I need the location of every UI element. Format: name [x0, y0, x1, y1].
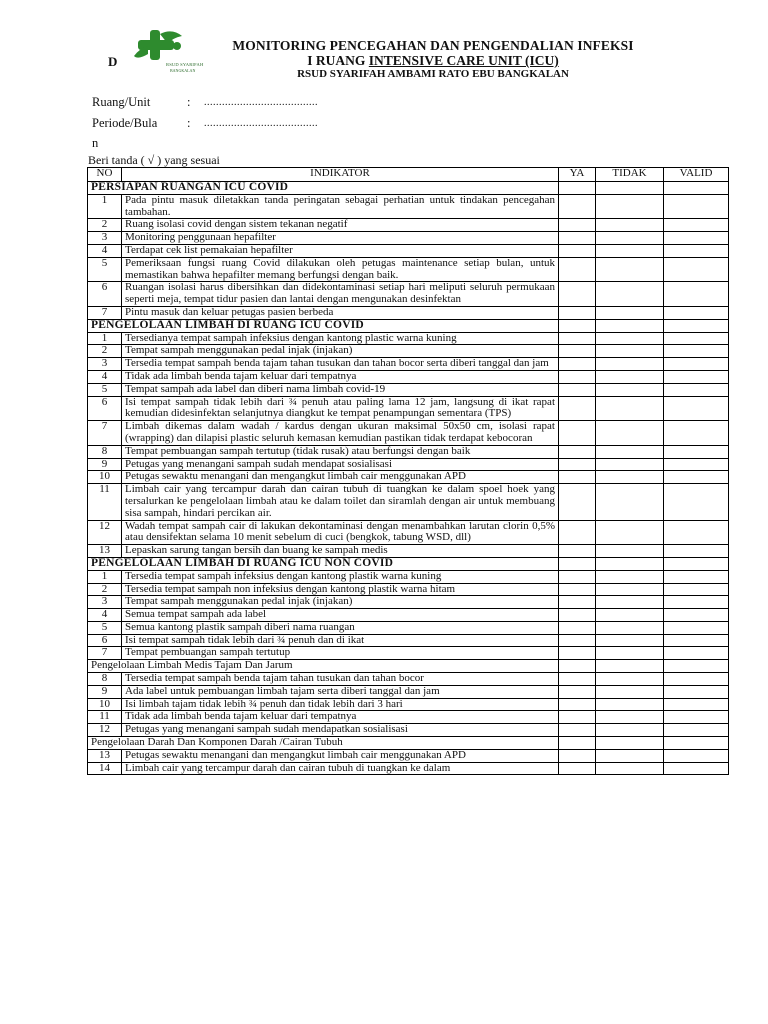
empty-cell: [596, 319, 664, 332]
indicator-text: Limbah dikemas dalam wadah / kardus dengan ukuran maksimal 50x50 cm, isolasi rapat (wrapping) dan dilapisi plastic seluruh kemasan kemudian pastikan tidak terdapat kebocoran: [122, 421, 559, 446]
table-body: [88, 182, 729, 775]
document-subtitle: [218, 53, 648, 69]
row-number: 10: [88, 471, 122, 484]
ya-checkbox-cell[interactable]: [559, 634, 596, 647]
tidak-checkbox-cell[interactable]: [596, 484, 664, 520]
unit-value-blank[interactable]: ......................................: [204, 97, 318, 108]
tidak-checkbox-cell[interactable]: [596, 257, 664, 282]
tidak-checkbox-cell[interactable]: [596, 458, 664, 471]
valid-checkbox-cell[interactable]: [664, 673, 729, 686]
table-row: [88, 673, 729, 686]
logo-caption-2: BANGKALAN: [170, 68, 196, 73]
empty-cell: [596, 737, 664, 750]
header-ya: YA: [559, 168, 596, 182]
indicator-text: Ada label untuk pembuangan limbah tajam serta diberi tanggal dan jam: [122, 685, 559, 698]
ya-checkbox-cell[interactable]: [559, 282, 596, 307]
table-row: [88, 445, 729, 458]
ya-checkbox-cell[interactable]: [559, 749, 596, 762]
tidak-checkbox-cell[interactable]: [596, 244, 664, 257]
unit-colon: :: [187, 95, 191, 109]
valid-checkbox-cell[interactable]: [664, 647, 729, 660]
valid-checkbox-cell[interactable]: [664, 421, 729, 446]
empty-cell: [596, 557, 664, 570]
valid-checkbox-cell[interactable]: [664, 520, 729, 545]
table-row: [88, 724, 729, 737]
indicator-text: Terdapat cek list pemakaian hepafilter: [122, 244, 559, 257]
indicator-text: Tidak ada limbah benda tajam keluar dari tempatnya: [122, 711, 559, 724]
valid-checkbox-cell[interactable]: [664, 445, 729, 458]
indicator-text: Isi limbah tajam tidak lebih ¾ penuh dan tidak lebih dari 3 hari: [122, 698, 559, 711]
indicator-text: Wadah tempat sampah cair di lakukan dekontaminasi dengan menambahkan larutan clorin 0,5% atau densifektan selama 10 menit sebelum di cuci (bengkok, tabung WSD, dll): [122, 520, 559, 545]
ya-checkbox-cell[interactable]: [559, 219, 596, 232]
tidak-checkbox-cell[interactable]: [596, 609, 664, 622]
instruction-text: Beri tanda ( √ ) yang sesuai: [88, 153, 220, 167]
tidak-checkbox-cell[interactable]: [596, 545, 664, 558]
indicator-text: Semua kantong plastik sampah diberi nama ruangan: [122, 621, 559, 634]
header-tidak: TIDAK: [596, 168, 664, 182]
indicator-text: Isi tempat sampah tidak lebih dari ¾ penuh dan di ikat: [122, 634, 559, 647]
indicator-text: Tidak ada limbah benda tajam keluar dari tempatnya: [122, 370, 559, 383]
valid-checkbox-cell[interactable]: [664, 396, 729, 421]
indicator-text: Tempat pembuangan sampah tertutup (tidak rusak) atau berfungsi dengan baik: [122, 445, 559, 458]
ya-checkbox-cell[interactable]: [559, 370, 596, 383]
tidak-checkbox-cell[interactable]: [596, 596, 664, 609]
valid-checkbox-cell[interactable]: [664, 345, 729, 358]
empty-cell: [664, 182, 729, 195]
tidak-checkbox-cell[interactable]: [596, 345, 664, 358]
indicator-text: Petugas yang menangani sampah sudah mendapatkan sosialisasi: [122, 724, 559, 737]
period-value-blank[interactable]: ......................................: [204, 118, 318, 129]
section-heading: PENGELOLAAN LIMBAH DI RUANG ICU COVID: [88, 319, 559, 332]
table-row: [88, 621, 729, 634]
ya-checkbox-cell[interactable]: [559, 445, 596, 458]
ya-checkbox-cell[interactable]: [559, 484, 596, 520]
table-row: [88, 484, 729, 520]
row-number: 7: [88, 647, 122, 660]
ya-checkbox-cell[interactable]: [559, 647, 596, 660]
tidak-checkbox-cell[interactable]: [596, 762, 664, 775]
tidak-checkbox-cell[interactable]: [596, 749, 664, 762]
row-number: 7: [88, 306, 122, 319]
ya-checkbox-cell[interactable]: [559, 724, 596, 737]
empty-cell: [664, 737, 729, 750]
tidak-checkbox-cell[interactable]: [596, 685, 664, 698]
valid-checkbox-cell[interactable]: [664, 358, 729, 371]
row-number: 12: [88, 520, 122, 545]
logo-letter: D: [108, 54, 118, 69]
ya-checkbox-cell[interactable]: [559, 520, 596, 545]
row-number: 9: [88, 685, 122, 698]
section-heading: PERSIAPAN RUANGAN ICU COVID: [88, 182, 559, 195]
empty-cell: [664, 319, 729, 332]
tidak-checkbox-cell[interactable]: [596, 282, 664, 307]
ya-checkbox-cell[interactable]: [559, 257, 596, 282]
row-number: 8: [88, 673, 122, 686]
ya-checkbox-cell[interactable]: [559, 583, 596, 596]
row-number: 2: [88, 219, 122, 232]
tidak-checkbox-cell[interactable]: [596, 647, 664, 660]
indicator-text: Tersedia tempat sampah benda tajam tahan tusukan dan tahan bocor: [122, 673, 559, 686]
table-row: [88, 421, 729, 446]
empty-cell: [559, 557, 596, 570]
valid-checkbox-cell[interactable]: [664, 545, 729, 558]
subsection-heading-row: [88, 660, 729, 673]
table-row: [88, 396, 729, 421]
ya-checkbox-cell[interactable]: [559, 570, 596, 583]
tidak-checkbox-cell[interactable]: [596, 219, 664, 232]
header-indikator: INDIKATOR: [122, 168, 559, 182]
section-heading: PENGELOLAAN LIMBAH DI RUANG ICU NON COVID: [88, 557, 559, 570]
table-row: [88, 698, 729, 711]
valid-checkbox-cell[interactable]: [664, 383, 729, 396]
empty-cell: [559, 660, 596, 673]
empty-cell: [664, 660, 729, 673]
ya-checkbox-cell[interactable]: [559, 358, 596, 371]
ya-checkbox-cell[interactable]: [559, 396, 596, 421]
tidak-checkbox-cell[interactable]: [596, 383, 664, 396]
tidak-checkbox-cell[interactable]: [596, 583, 664, 596]
hospital-name: RSUD SYARIFAH AMBAMI RATO EBU BANGKALAN: [297, 68, 569, 80]
table-row: [88, 749, 729, 762]
tidak-checkbox-cell[interactable]: [596, 698, 664, 711]
ya-checkbox-cell[interactable]: [559, 421, 596, 446]
valid-checkbox-cell[interactable]: [664, 634, 729, 647]
ya-checkbox-cell[interactable]: [559, 194, 596, 219]
subsection-heading: Pengelolaan Darah Dan Komponen Darah /Cairan Tubuh: [88, 737, 559, 750]
valid-checkbox-cell[interactable]: [664, 257, 729, 282]
row-number: 2: [88, 583, 122, 596]
table-row: [88, 257, 729, 282]
valid-checkbox-cell[interactable]: [664, 749, 729, 762]
document-title: MONITORING PENCEGAHAN DAN PENGENDALIAN INFEKSI: [232, 38, 634, 53]
section-heading-row: [88, 182, 729, 195]
row-number: 6: [88, 634, 122, 647]
ya-checkbox-cell[interactable]: [559, 621, 596, 634]
valid-checkbox-cell[interactable]: [664, 194, 729, 219]
ya-checkbox-cell[interactable]: [559, 711, 596, 724]
row-number: 13: [88, 749, 122, 762]
empty-cell: [596, 182, 664, 195]
row-number: 3: [88, 358, 122, 371]
row-number: 6: [88, 282, 122, 307]
indicator-text: Tersedia tempat sampah benda tajam tahan tusukan dan tahan bocor serta diberi tanggal dan jam: [122, 358, 559, 371]
valid-checkbox-cell[interactable]: [664, 698, 729, 711]
ya-checkbox-cell[interactable]: [559, 609, 596, 622]
row-number: 3: [88, 596, 122, 609]
tidak-checkbox-cell[interactable]: [596, 396, 664, 421]
document-header: [0, 0, 768, 92]
row-number: 10: [88, 698, 122, 711]
row-number: 1: [88, 570, 122, 583]
table-row: [88, 282, 729, 307]
table-row: [88, 358, 729, 371]
valid-checkbox-cell[interactable]: [664, 370, 729, 383]
row-number: 5: [88, 383, 122, 396]
indicator-text: Ruangan isolasi harus dibersihkan dan didekontaminasi setiap hari meliputi seluruh permukaan seperti meja, tempat tidur pasien dan lantai dengan mengunakan desinfektan: [122, 282, 559, 307]
empty-cell: [559, 319, 596, 332]
empty-cell: [664, 557, 729, 570]
valid-checkbox-cell[interactable]: [664, 458, 729, 471]
logo-caption-1: RSUD SYARIFAH: [166, 62, 204, 67]
unit-label: Ruang/Unit: [92, 95, 151, 109]
valid-checkbox-cell[interactable]: [664, 306, 729, 319]
table-row: [88, 634, 729, 647]
indicator-text: Tersedianya tempat sampah infeksius dengan kantong plastic warna kuning: [122, 332, 559, 345]
indicator-text: Petugas yang menangani sampah sudah mendapat sosialisasi: [122, 458, 559, 471]
table-row: [88, 596, 729, 609]
ya-checkbox-cell[interactable]: [559, 471, 596, 484]
row-number: 1: [88, 332, 122, 345]
table-row: [88, 520, 729, 545]
tidak-checkbox-cell[interactable]: [596, 332, 664, 345]
table-row: [88, 458, 729, 471]
ya-checkbox-cell[interactable]: [559, 306, 596, 319]
indicator-text: Tempat sampah ada label dan diberi nama limbah covid-19: [122, 383, 559, 396]
section-heading-row: [88, 557, 729, 570]
table-row: [88, 370, 729, 383]
indicator-text: Tempat sampah menggunakan pedal injak (injakan): [122, 596, 559, 609]
ya-checkbox-cell[interactable]: [559, 685, 596, 698]
indicator-text: Semua tempat sampah ada label: [122, 609, 559, 622]
tidak-checkbox-cell[interactable]: [596, 306, 664, 319]
table-header-row: [88, 168, 729, 182]
indicator-text: Tersedia tempat sampah non infeksius dengan kantong plastik warna hitam: [122, 583, 559, 596]
valid-checkbox-cell[interactable]: [664, 282, 729, 307]
period-label-continuation: n: [92, 136, 99, 150]
ya-checkbox-cell[interactable]: [559, 762, 596, 775]
tidak-checkbox-cell[interactable]: [596, 471, 664, 484]
tidak-checkbox-cell[interactable]: [596, 445, 664, 458]
row-number: 3: [88, 232, 122, 245]
tidak-checkbox-cell[interactable]: [596, 673, 664, 686]
ya-checkbox-cell[interactable]: [559, 545, 596, 558]
period-label: Periode/Bula: [92, 116, 158, 130]
valid-checkbox-cell[interactable]: [664, 724, 729, 737]
indicator-text: Petugas sewaktu menangani dan mengangkut limbah cair menggunakan APD: [122, 471, 559, 484]
indicator-text: Tersedia tempat sampah infeksius dengan kantong plastik warna kuning: [122, 570, 559, 583]
row-number: 4: [88, 609, 122, 622]
row-number: 6: [88, 396, 122, 421]
valid-checkbox-cell[interactable]: [664, 332, 729, 345]
ya-checkbox-cell[interactable]: [559, 673, 596, 686]
table-row: [88, 685, 729, 698]
valid-checkbox-cell[interactable]: [664, 219, 729, 232]
tidak-checkbox-cell[interactable]: [596, 194, 664, 219]
ya-checkbox-cell[interactable]: [559, 596, 596, 609]
period-colon: :: [187, 116, 191, 130]
valid-checkbox-cell[interactable]: [664, 471, 729, 484]
row-number: 13: [88, 545, 122, 558]
checklist-table: [87, 167, 729, 775]
row-number: 5: [88, 257, 122, 282]
tidak-checkbox-cell[interactable]: [596, 421, 664, 446]
tidak-checkbox-cell[interactable]: [596, 520, 664, 545]
row-number: 8: [88, 445, 122, 458]
table-row: [88, 232, 729, 245]
table-row: [88, 345, 729, 358]
indicator-text: Lepaskan sarung tangan bersih dan buang ke sampah medis: [122, 545, 559, 558]
indicator-text: Limbah cair yang tercampur darah dan cairan tubuh di tuangkan ke dalam spoel hoek yang tersalurkan ke pengelolaan limbah atau ke dalam toilet dan siramlah dengan air untuk membuang sisa sampah, hindari percikan air.: [122, 484, 559, 520]
subsection-heading: Pengelolaan Limbah Medis Tajam Dan Jarum: [88, 660, 559, 673]
indicator-text: Limbah cair yang tercampur darah dan cairan tubuh di tuangkan ke dalam: [122, 762, 559, 775]
tidak-checkbox-cell[interactable]: [596, 370, 664, 383]
indicator-text: Petugas sewaktu menangani dan mengangkut limbah cair menggunakan APD: [122, 749, 559, 762]
indicator-text: Pintu masuk dan keluar petugas pasien berbeda: [122, 306, 559, 319]
row-number: 9: [88, 458, 122, 471]
valid-checkbox-cell[interactable]: [664, 244, 729, 257]
valid-checkbox-cell[interactable]: [664, 232, 729, 245]
ya-checkbox-cell[interactable]: [559, 232, 596, 245]
ya-checkbox-cell[interactable]: [559, 458, 596, 471]
empty-cell: [559, 182, 596, 195]
row-number: 4: [88, 244, 122, 257]
ya-checkbox-cell[interactable]: [559, 383, 596, 396]
table-row: [88, 244, 729, 257]
subsection-heading-row: [88, 737, 729, 750]
table-row: [88, 762, 729, 775]
subtitle-prefix: I RUANG: [307, 53, 369, 68]
row-number: 1: [88, 194, 122, 219]
section-heading-row: [88, 319, 729, 332]
indicator-text: Isi tempat sampah tidak lebih dari ¾ penuh atau paling lama 12 jam, langsung di ikat rapat kemudian didesinfektan selanjutnya diangkut ke tempat penampungan sementara (TPS): [122, 396, 559, 421]
row-number: 2: [88, 345, 122, 358]
valid-checkbox-cell[interactable]: [664, 621, 729, 634]
header-no: NO: [88, 168, 122, 182]
table-row: [88, 194, 729, 219]
row-number: 5: [88, 621, 122, 634]
empty-cell: [559, 737, 596, 750]
table-row: [88, 570, 729, 583]
table-row: [88, 545, 729, 558]
table-row: [88, 609, 729, 622]
row-number: 12: [88, 724, 122, 737]
valid-checkbox-cell[interactable]: [664, 570, 729, 583]
indicator-text: Tempat pembuangan sampah tertutup: [122, 647, 559, 660]
tidak-checkbox-cell[interactable]: [596, 358, 664, 371]
valid-checkbox-cell[interactable]: [664, 484, 729, 520]
tidak-checkbox-cell[interactable]: [596, 724, 664, 737]
table-row: [88, 332, 729, 345]
row-number: 11: [88, 484, 122, 520]
ya-checkbox-cell[interactable]: [559, 345, 596, 358]
table-row: [88, 471, 729, 484]
row-number: 14: [88, 762, 122, 775]
header-valid: VALID: [664, 168, 729, 182]
row-number: 4: [88, 370, 122, 383]
tidak-checkbox-cell[interactable]: [596, 621, 664, 634]
ya-checkbox-cell[interactable]: [559, 332, 596, 345]
tidak-checkbox-cell[interactable]: [596, 232, 664, 245]
valid-checkbox-cell[interactable]: [664, 583, 729, 596]
indicator-text: Ruang isolasi covid dengan sistem tekanan negatif: [122, 219, 559, 232]
ya-checkbox-cell[interactable]: [559, 244, 596, 257]
ya-checkbox-cell[interactable]: [559, 698, 596, 711]
indicator-text: Pemeriksaan fungsi ruang Covid dilakukan oleh petugas maintenance setiap bulan, untuk memastikan bahwa hepafilter memang berfungsi dengan baik.: [122, 257, 559, 282]
table-row: [88, 219, 729, 232]
row-number: 11: [88, 711, 122, 724]
table-row: [88, 647, 729, 660]
valid-checkbox-cell[interactable]: [664, 596, 729, 609]
indicator-text: Monitoring penggunaan hepafilter: [122, 232, 559, 245]
tidak-checkbox-cell[interactable]: [596, 570, 664, 583]
subtitle-underlined: INTENSIVE CARE UNIT (ICU): [368, 53, 559, 68]
table-row: [88, 711, 729, 724]
period-field: [92, 116, 318, 131]
indicator-text: Tempat sampah menggunakan pedal injak (injakan): [122, 345, 559, 358]
tidak-checkbox-cell[interactable]: [596, 711, 664, 724]
valid-checkbox-cell[interactable]: [664, 762, 729, 775]
unit-field: [92, 95, 318, 110]
row-number: 7: [88, 421, 122, 446]
table-row: [88, 583, 729, 596]
table-row: [88, 383, 729, 396]
tidak-checkbox-cell[interactable]: [596, 634, 664, 647]
empty-cell: [596, 660, 664, 673]
valid-checkbox-cell[interactable]: [664, 711, 729, 724]
table-row: [88, 306, 729, 319]
valid-checkbox-cell[interactable]: [664, 685, 729, 698]
valid-checkbox-cell[interactable]: [664, 609, 729, 622]
indicator-text: Pada pintu masuk diletakkan tanda peringatan sebagai perhatian untuk tindakan pencegahan tambahan.: [122, 194, 559, 219]
